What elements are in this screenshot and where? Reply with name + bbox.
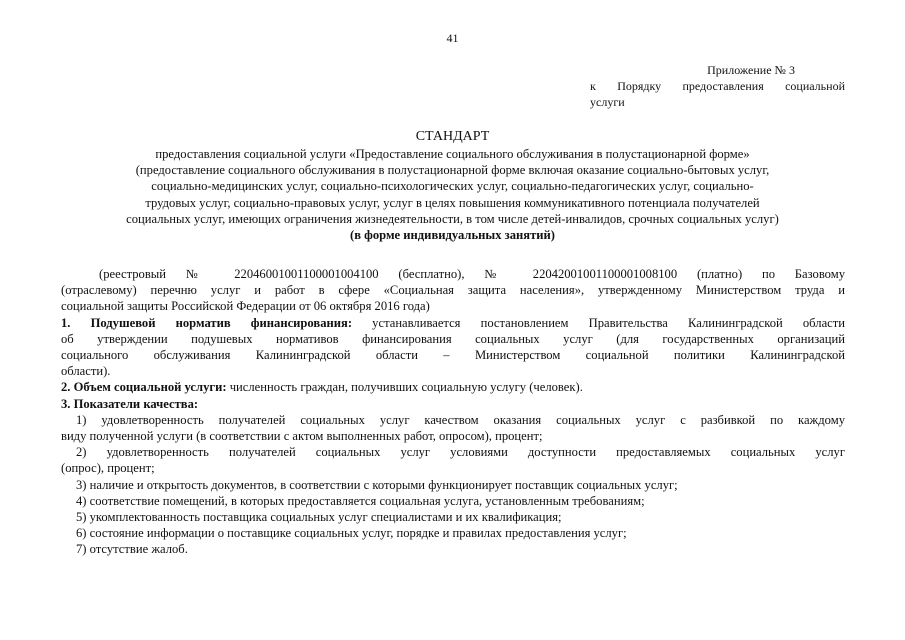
registry-line-3: социальной защиты Российской Федерации от 06 октября 2016 года) <box>61 299 430 314</box>
registry-line-1: (реестровый № 22046001001100001004100 (бесплатно), № 22042001001100001008100 (платно) по Базовому <box>99 267 845 281</box>
section-1-line-4: области). <box>61 364 111 379</box>
annex-reference: к Порядку предоставления социальной <box>590 79 845 93</box>
section-3-label: 3. Показатели качества: <box>61 396 199 411</box>
document-heading: СТАНДАРТ <box>415 129 490 144</box>
quality-item-7: 7) отсутствие жалоб. <box>76 542 188 557</box>
annex-reference-cont: услуги <box>590 95 625 109</box>
registry-line-2: (отраслевому) перечню услуг и работ в сфере «Социальная защита населения», утвержденному Министерством труда и <box>61 283 845 298</box>
page-number: 41 <box>446 31 459 45</box>
section-2-line <box>61 379 845 395</box>
section-1-line-2: об утверждении подушевых нормативов финансирования социальных услуг (для государственных организаций <box>61 331 845 346</box>
section-1-text: устанавливается постановлением Правительства Калининградской области <box>352 315 845 330</box>
title-line-1: предоставления социальной услуги «Предоставление социального обслуживания в полустационарной форме» <box>155 147 750 161</box>
title-subtitle: (в форме индивидуальных занятий) <box>350 228 555 243</box>
section-1-line-1 <box>61 315 845 331</box>
quality-item-4: 4) соответствие помещений, в которых предоставляется социальная услуга, установленным требованиям; <box>76 493 645 508</box>
quality-item-3: 3) наличие и открытость документов, в соответствии с которыми функционирует поставщик социальных услуг; <box>76 477 678 492</box>
document-body <box>61 266 845 558</box>
quality-item-6: 6) состояние информации о поставщике социальных услуг, порядке и правилах предоставления услуг; <box>76 526 627 541</box>
section-2-label: 2. Объем социальной услуги: <box>61 380 227 395</box>
title-line-4: трудовых услуг, социально-правовых услуг, услуг в целях повышения коммуникативного потенциала получателей <box>145 195 760 210</box>
title-line-2: (предоставление социального обслуживания в полустационарной форме включая оказание социально-бытовых услуг, <box>135 163 770 178</box>
annex-header <box>590 62 845 110</box>
annex-number: Приложение № 3 <box>707 63 795 77</box>
section-1-line-3: социального обслуживания Калининградской области – Министерством социальной политики Калининградской <box>61 348 845 363</box>
title-line-5: социальных услуг, имеющих ограничения жизнедеятельности, в том числе детей-инвалидов, срочных социальных услуг) <box>126 211 779 226</box>
title-line-3: социально-медицинских услуг, социально-психологических услуг, социально-педагогических услуг, социально- <box>151 179 754 194</box>
quality-item-1: 1) удовлетворенность получателей социальных услуг качеством оказания социальных услуг с разбивкой по каждому <box>76 412 845 427</box>
section-2-text: численность граждан, получивших социальную услугу (человек). <box>226 380 583 395</box>
standard-title-block <box>50 128 855 243</box>
section-1-label: 1. Подушевой норматив финансирования: <box>61 315 353 330</box>
quality-item-1-cont: виду полученной услуги (в соответствии с актом выполненных работ, опросом), процент; <box>61 429 543 444</box>
quality-item-2: 2) удовлетворенность получателей социальных услуг условиями доступности предоставляемых социальных услуг <box>76 445 845 460</box>
quality-item-2-cont: (опрос), процент; <box>61 461 155 476</box>
quality-item-5: 5) укомплектованность поставщика социальных услуг специалистами и их квалификация; <box>76 510 562 525</box>
